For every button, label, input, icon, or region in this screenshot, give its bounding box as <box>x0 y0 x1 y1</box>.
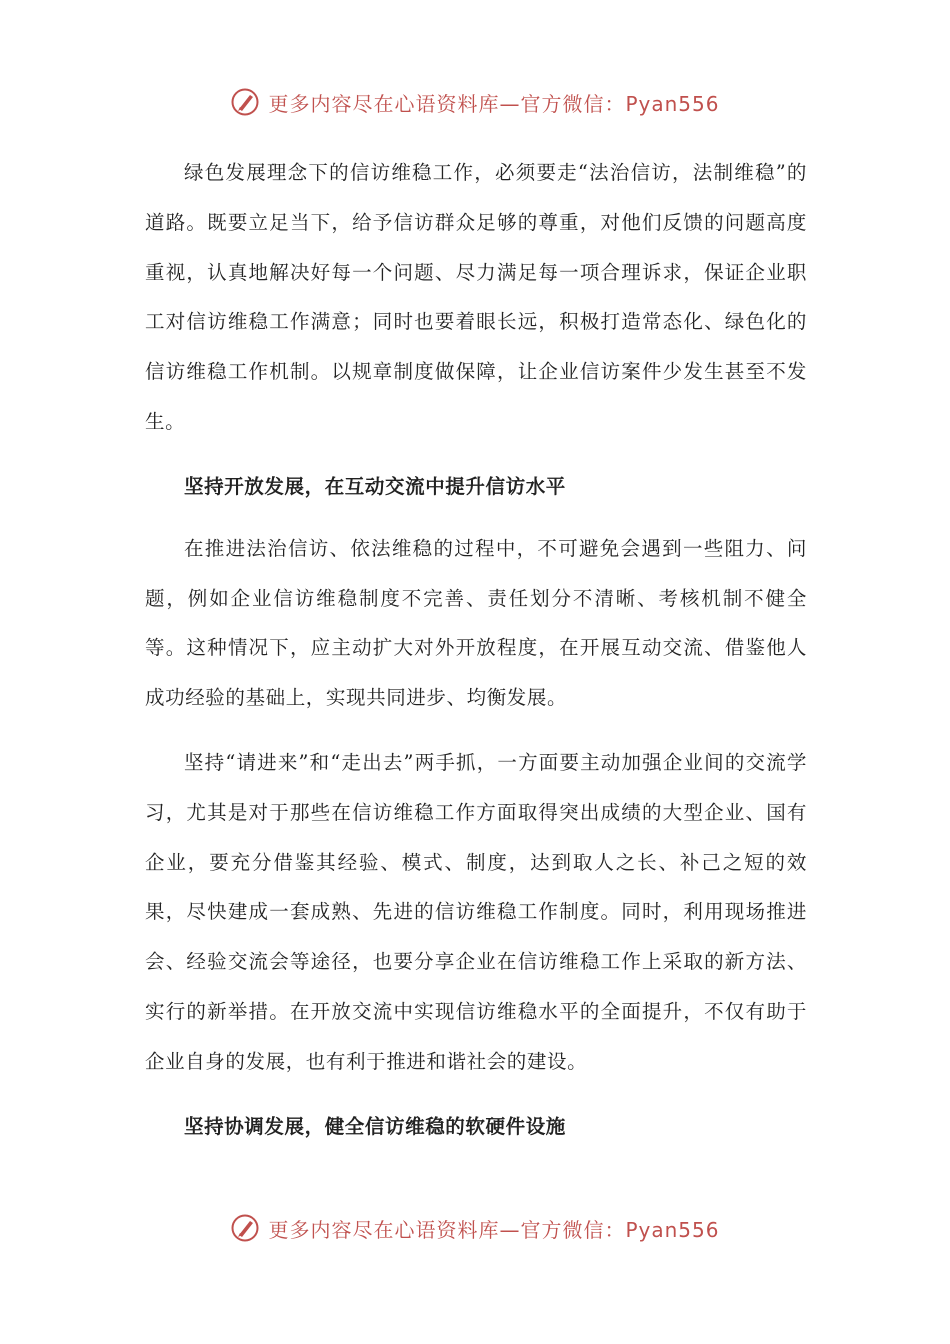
watermark-text: 更多内容尽在心语资料库—官方微信：Pyan556 <box>268 91 720 116</box>
footer-watermark <box>0 1208 950 1248</box>
watermark-text: 更多内容尽在心语资料库—官方微信：Pyan556 <box>268 1217 720 1242</box>
header-watermark <box>0 82 950 122</box>
body-paragraph: 绿色发展理念下的信访维稳工作，必须要走“法治信访，法制维稳”的道路。既要立足当下，给予信访群众足够的尊重，对他们反馈的问题高度重视，认真地解决好每一个问题、尽力满足每一项合理诉求，保证企业职工对信访维稳工作满意；同时也要着眼长远，积极打造常态化、绿色化的信访维稳工作机制。以规章制度做保障，让企业信访案件少发生甚至不发生。 <box>145 161 807 433</box>
quill-pen-logo-icon <box>230 1213 260 1243</box>
body-paragraph: 在推进法治信访、依法维稳的过程中，不可避免会遇到一些阻力、问题，例如企业信访维稳制度不完善、责任划分不清晰、考核机制不健全等。这种情况下，应主动扩大对外开放程度，在开展互动交流、借鉴他人成功经验的基础上，实现共同进步、均衡发展。 <box>145 536 807 710</box>
body-paragraph: 坚持“请进来”和“走出去”两手抓，一方面要主动加强企业间的交流学习，尤其是对于那些在信访维稳工作方面取得突出成绩的大型企业、国有企业，要充分借鉴其经验、模式、制度，达到取人之长、补己之短的效果，尽快建成一套成熟、先进的信访维稳工作制度。同时，利用现场推进会、经验交流会等途径，也要分享企业在信访维稳工作上采取的新方法、实行的新举措。在开放交流中实现信访维稳水平的全面提升，不仅有助于企业自身的发展，也有利于推进和谐社会的建设。 <box>145 750 807 1073</box>
quill-pen-logo-icon <box>230 87 260 117</box>
section-heading: 坚持协调发展，健全信访维稳的软硬件设施 <box>184 1114 566 1138</box>
section-heading: 坚持开放发展，在互动交流中提升信访水平 <box>184 474 566 498</box>
document-body <box>145 148 807 1164</box>
